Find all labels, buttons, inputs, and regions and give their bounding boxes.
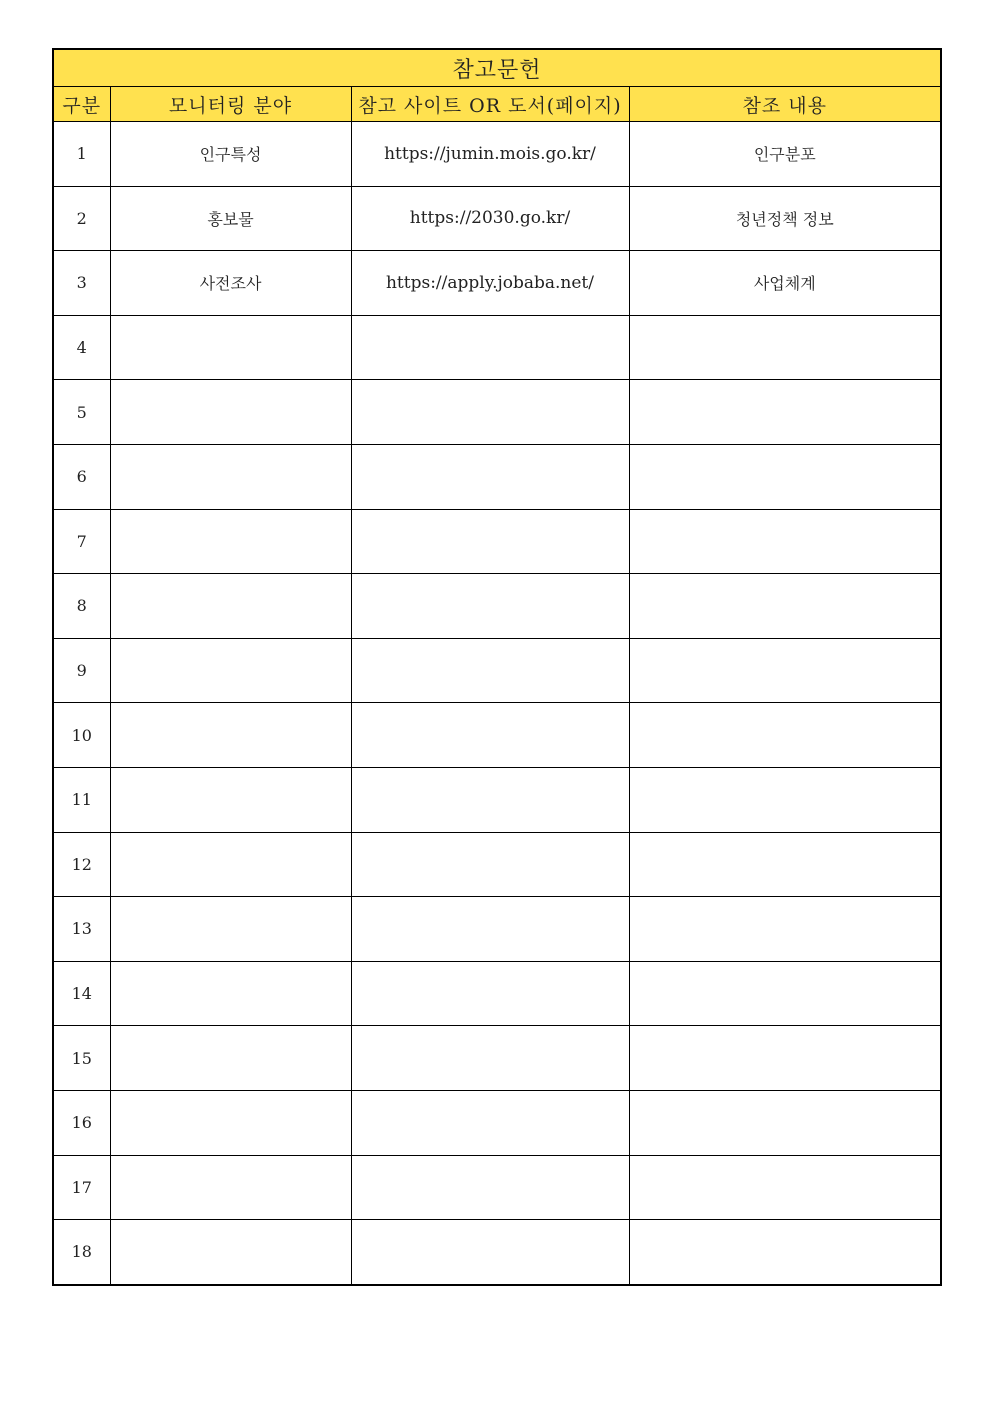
row-field: 홍보물	[110, 186, 351, 251]
table-row	[53, 1090, 941, 1155]
row-content	[629, 638, 941, 703]
row-content	[629, 444, 941, 509]
row-field	[110, 832, 351, 897]
column-header-source: 참고 사이트 OR 도서(페이지)	[351, 87, 629, 122]
row-field: 인구특성	[110, 122, 351, 187]
table-row	[53, 380, 941, 445]
row-source[interactable]: https://2030.go.kr/	[351, 186, 629, 251]
row-content	[629, 703, 941, 768]
row-number: 13	[53, 897, 110, 962]
table-row	[53, 897, 941, 962]
table-row	[53, 186, 941, 251]
row-content	[629, 832, 941, 897]
row-source	[351, 1220, 629, 1285]
row-number: 7	[53, 509, 110, 574]
table-row	[53, 703, 941, 768]
table-row	[53, 1026, 941, 1091]
row-source	[351, 961, 629, 1026]
row-field	[110, 703, 351, 768]
row-number: 10	[53, 703, 110, 768]
row-number: 18	[53, 1220, 110, 1285]
row-content	[629, 897, 941, 962]
column-header-content: 참조 내용	[629, 87, 941, 122]
row-field	[110, 315, 351, 380]
table-row	[53, 961, 941, 1026]
row-field	[110, 638, 351, 703]
table-row	[53, 509, 941, 574]
row-source	[351, 703, 629, 768]
row-field	[110, 1155, 351, 1220]
table-row	[53, 1155, 941, 1220]
row-content: 사업체계	[629, 251, 941, 316]
row-field	[110, 1220, 351, 1285]
row-number: 15	[53, 1026, 110, 1091]
row-field	[110, 897, 351, 962]
row-field	[110, 961, 351, 1026]
table-row	[53, 251, 941, 316]
table-row	[53, 832, 941, 897]
table-header-row	[53, 87, 941, 122]
row-number: 16	[53, 1090, 110, 1155]
row-number: 5	[53, 380, 110, 445]
row-content	[629, 1026, 941, 1091]
row-content	[629, 767, 941, 832]
row-source	[351, 832, 629, 897]
row-source	[351, 444, 629, 509]
row-number: 1	[53, 122, 110, 187]
row-source	[351, 315, 629, 380]
row-content	[629, 574, 941, 639]
reference-table	[52, 48, 942, 1286]
row-number: 9	[53, 638, 110, 703]
row-content	[629, 315, 941, 380]
row-content	[629, 380, 941, 445]
column-header-field: 모니터링 분야	[110, 87, 351, 122]
row-number: 12	[53, 832, 110, 897]
row-content	[629, 1090, 941, 1155]
row-source	[351, 509, 629, 574]
row-number: 3	[53, 251, 110, 316]
row-number: 6	[53, 444, 110, 509]
table-row	[53, 574, 941, 639]
table-title-row	[53, 49, 941, 87]
row-field	[110, 574, 351, 639]
row-content	[629, 1155, 941, 1220]
row-source	[351, 638, 629, 703]
column-header-number: 구분	[53, 87, 110, 122]
table-row	[53, 767, 941, 832]
row-source	[351, 574, 629, 639]
row-field	[110, 1090, 351, 1155]
row-field	[110, 767, 351, 832]
row-number: 17	[53, 1155, 110, 1220]
row-source	[351, 897, 629, 962]
row-source	[351, 380, 629, 445]
row-field	[110, 380, 351, 445]
row-number: 4	[53, 315, 110, 380]
row-source	[351, 767, 629, 832]
row-source	[351, 1026, 629, 1091]
table-row	[53, 638, 941, 703]
row-content	[629, 509, 941, 574]
row-source	[351, 1090, 629, 1155]
table-row	[53, 315, 941, 380]
row-field	[110, 1026, 351, 1091]
row-source[interactable]: https://apply.jobaba.net/	[351, 251, 629, 316]
table-row	[53, 122, 941, 187]
row-number: 8	[53, 574, 110, 639]
row-field	[110, 509, 351, 574]
table-title: 참고문헌	[53, 49, 941, 87]
row-content: 인구분포	[629, 122, 941, 187]
row-source	[351, 1155, 629, 1220]
row-number: 11	[53, 767, 110, 832]
row-field: 사전조사	[110, 251, 351, 316]
row-content: 청년정책 정보	[629, 186, 941, 251]
row-source[interactable]: https://jumin.mois.go.kr/	[351, 122, 629, 187]
row-content	[629, 1220, 941, 1285]
row-content	[629, 961, 941, 1026]
row-number: 14	[53, 961, 110, 1026]
row-field	[110, 444, 351, 509]
table-row	[53, 444, 941, 509]
row-number: 2	[53, 186, 110, 251]
table-row	[53, 1220, 941, 1285]
